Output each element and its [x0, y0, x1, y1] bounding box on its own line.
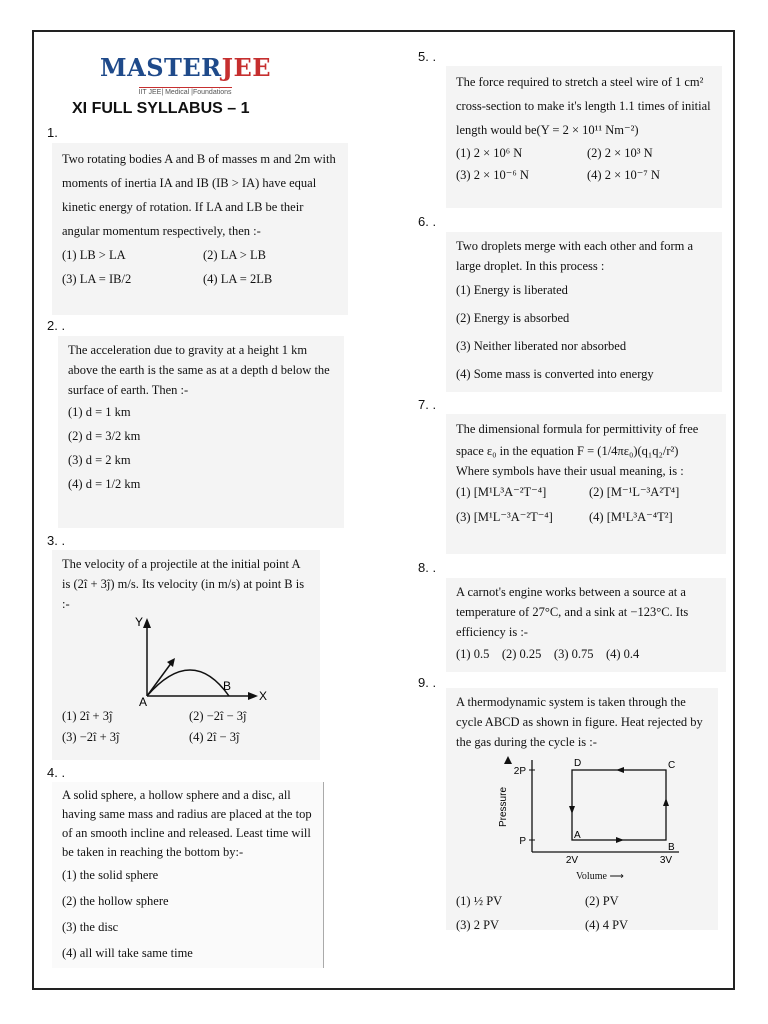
option[interactable]: (3) −2î + 3ĵ [62, 730, 120, 744]
option[interactable]: (1) 2 × 10⁶ N [456, 146, 523, 160]
option[interactable]: (2) PV [585, 894, 619, 908]
question-text: The acceleration due to gravity at a height 1 km above the earth is the same as at a depth d below the surface of earth. Then :- [68, 343, 330, 397]
option[interactable]: (4) d = 1/2 km [68, 477, 141, 491]
pressure-label: Pressure [498, 786, 509, 828]
point-d: D [574, 758, 582, 769]
question-text-2: Where symbols have their usual meaning, is : [456, 464, 684, 478]
option[interactable]: (4) [M¹L³A⁻⁴T²] [589, 510, 673, 524]
velocity-arrow [167, 658, 175, 667]
option[interactable]: (4) 2î − 3ĵ [189, 730, 240, 744]
question-number: 6. . [418, 214, 437, 229]
cycle-abcd [572, 770, 666, 840]
logo-tagline: IIT JEE| Medical |Foundations [138, 89, 232, 96]
question-text: A carnot's engine works between a source at a temperature of 27°C, and a sink at −123°C. Its efficiency is :- [456, 585, 689, 639]
question-text: A solid sphere, a hollow sphere and a disc, all having same mass and radius are placed at the top of an smooth incline and released. Least time will be taken in reaching the bottom by:- [62, 788, 312, 859]
option[interactable]: (1) [M¹L³A⁻²T⁻⁴] [456, 485, 547, 499]
question-text: The force required to stretch a steel wire of 1 cm² cross-section to make it's length 1.1 times of initial length would be(Y = 2 × 10¹¹ Nm⁻²) [456, 75, 711, 137]
label-3v: 3V [659, 855, 673, 866]
trajectory-curve [147, 670, 232, 696]
page-title: XI FULL SYLLABUS – 1 [72, 100, 250, 117]
question-4 [52, 782, 324, 968]
question-9 [446, 688, 718, 930]
y-label: Y [134, 615, 143, 629]
x-label: X [259, 689, 267, 703]
question-3 [52, 550, 320, 760]
option[interactable]: (2) −2î − 3ĵ [189, 709, 247, 723]
option[interactable]: (3) the disc [62, 920, 119, 934]
question-number: 8. . [418, 560, 437, 575]
option[interactable]: (2) LA > LB [203, 248, 266, 262]
option[interactable]: (1) LB > LA [62, 248, 126, 262]
option[interactable]: (3) 2 × 10⁻⁶ N [456, 168, 529, 182]
arrow-b-to-c [663, 798, 669, 806]
question-number: 2. . [47, 318, 66, 333]
point-a-label: A [139, 695, 148, 706]
option[interactable]: (2) 2 × 10³ N [587, 146, 653, 160]
point-a: A [574, 830, 581, 841]
option[interactable]: (4) 4 PV [585, 918, 629, 932]
option[interactable]: (4) Some mass is converted into energy [456, 367, 654, 381]
option[interactable]: (3) [M¹L⁻³A⁻²T⁻⁴] [456, 510, 553, 524]
question-text: A thermodynamic system is taken through the cycle ABCD as shown in figure. Heat rejected by the gas during the cycle is :- [456, 695, 703, 749]
volume-label: Volume [576, 871, 607, 882]
option[interactable]: (1) 2î + 3ĵ [62, 709, 113, 723]
option[interactable]: (4) LA = 2LB [203, 272, 273, 286]
question-5 [446, 66, 722, 208]
label-2p: 2P [513, 766, 526, 777]
option[interactable]: (2) the hollow sphere [62, 894, 169, 908]
option[interactable]: (4) 0.4 [605, 647, 640, 661]
question-2 [58, 336, 344, 528]
option[interactable]: (1) 0.5 [456, 647, 490, 661]
question-number: 3. . [47, 533, 66, 548]
question-7 [446, 414, 726, 554]
question-8 [446, 578, 726, 672]
option[interactable]: (3) 0.75 [553, 647, 594, 661]
option[interactable]: (1) d = 1 km [68, 405, 131, 419]
question-number: 7. . [418, 397, 437, 412]
question-text: Two rotating bodies A and B of masses m and 2m with moments of inertia IA and IB (IB > IA) have equal kinetic energy of rotation. If LA and LB be their angular momentum respectively, then :- [62, 152, 336, 238]
option[interactable]: (4) all will take same time [62, 946, 193, 960]
arrow-d-to-a [569, 806, 575, 814]
pressure-arrow [504, 756, 512, 764]
option[interactable]: (1) the solid sphere [62, 868, 159, 882]
question-number: 4. . [47, 765, 66, 780]
question-text: The dimensional formula for permittivity of free space ε₀ in the equation F = (1/4πε₀)(q₁q₂/r²) [456, 422, 699, 458]
arrow-c-to-d [616, 767, 624, 773]
projectile-figure [117, 614, 267, 706]
option[interactable]: (4) 2 × 10⁻⁷ N [587, 168, 660, 182]
question-number: 5. . [418, 49, 437, 64]
question-1 [52, 143, 348, 315]
question-text: Two droplets merge with each other and form a large droplet. In this process : [456, 239, 694, 273]
question-number: 9. . [418, 675, 437, 690]
label-2v: 2V [565, 855, 579, 866]
option[interactable]: (1) Energy is liberated [456, 283, 568, 297]
point-c: C [668, 760, 676, 771]
x-arrow [248, 692, 258, 700]
arrow-a-to-b [616, 837, 624, 843]
label-p: P [519, 836, 526, 847]
point-b: B [668, 842, 675, 853]
option[interactable]: (1) ½ PV [456, 894, 503, 908]
option[interactable]: (2) Energy is absorbed [456, 311, 570, 325]
y-arrow [143, 618, 151, 628]
pv-diagram [494, 752, 694, 867]
volume-arrow: ⟶ [609, 871, 624, 882]
option[interactable]: (3) 2 PV [456, 918, 500, 932]
point-b-label: B [223, 679, 232, 693]
masterjee-logo: MASTERJEE IIT JEE| Medical |Foundations [100, 53, 272, 96]
question-6 [446, 232, 722, 392]
option[interactable]: (2) d = 3/2 km [68, 429, 141, 443]
option[interactable]: (3) d = 2 km [68, 453, 131, 467]
option[interactable]: (3) LA = IB/2 [62, 272, 132, 286]
question-text: The velocity of a projectile at the initial point A is (2î + 3ĵ) m/s. Its velocity (in m/s) at point B is :- [62, 557, 305, 611]
option[interactable]: (3) Neither liberated nor absorbed [456, 339, 627, 353]
option[interactable]: (2) 0.25 [501, 647, 542, 661]
option[interactable]: (2) [M⁻¹L⁻³A²T⁴] [589, 485, 680, 499]
question-number: 1. [47, 125, 58, 140]
